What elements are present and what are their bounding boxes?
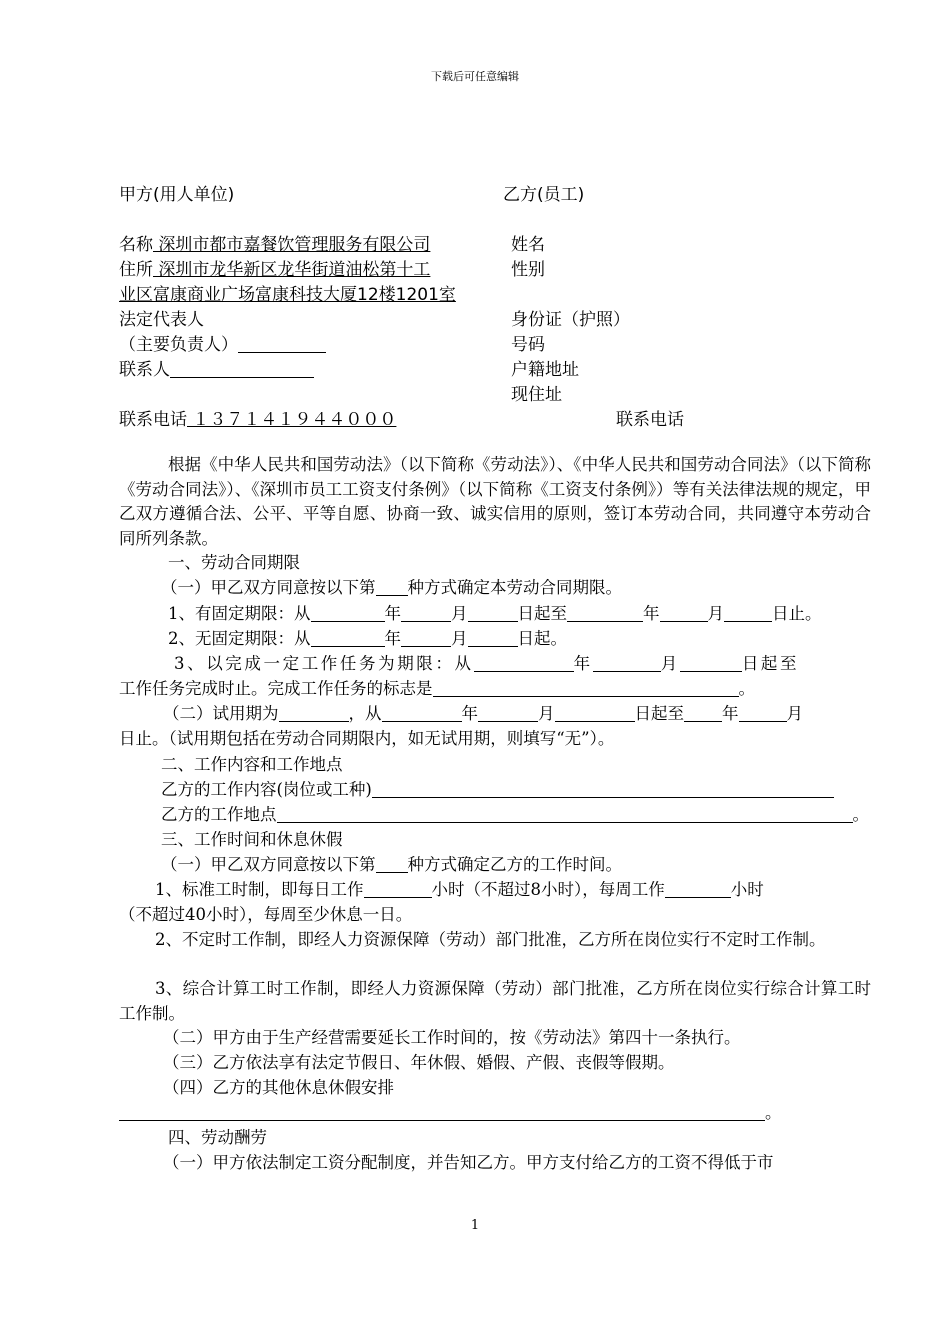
open-day-blank[interactable] bbox=[468, 630, 518, 648]
page-number: 1 bbox=[470, 1218, 480, 1233]
standard-hours-line: 1、标准工时制，即每日工作 小时（不超过8小时），每周工作 小时 bbox=[155, 880, 764, 899]
flexible-hours-paragraph: 2、不定时工作制，即经人力资源保障（劳动）部门批准，乙方所在岗位实行不定时工作制。 bbox=[155, 930, 826, 949]
intro-paragraph: 根据《中华人民共和国劳动法》（以下简称《劳动法》）、《中华人民共和国劳动合同法》（以下简称《劳动合同法》）、《深圳市员工工资支付条例》（以下简称《工资支付条例》）等有关法律法规的规定，甲乙双方遵循合法、公平、平等自愿、协商一致、诚实信用的原则，签订本劳动合同，共同遵守本劳动合同所列条款。 bbox=[119, 455, 871, 548]
task-month-blank[interactable] bbox=[593, 655, 661, 673]
fixed-from-month-blank[interactable] bbox=[401, 605, 451, 623]
other-leave-blank[interactable] bbox=[119, 1104, 765, 1122]
party-a-phone-line bbox=[119, 405, 396, 430]
party-a-address-line bbox=[119, 255, 430, 280]
name-label: 名称 bbox=[119, 235, 153, 255]
fixed-from-day-blank[interactable] bbox=[468, 605, 518, 623]
probation-line: （二）试用期为 ，从 年 月 日起至 年 月 bbox=[163, 704, 803, 723]
party-b-residence-label: 现住址 bbox=[511, 385, 562, 405]
task-day-blank[interactable] bbox=[680, 655, 742, 673]
fixed-to-year-blank[interactable] bbox=[567, 605, 643, 623]
daily-hours-blank[interactable] bbox=[364, 881, 432, 899]
principal-label: （主要负责人） bbox=[119, 335, 238, 355]
contact-blank[interactable] bbox=[170, 360, 314, 378]
company-name: 深圳市都市嘉餐饮管理服务有限公司 bbox=[153, 235, 431, 255]
section-4-title: 四、劳动酬劳 bbox=[168, 1128, 267, 1147]
task-complete-line: 工作任务完成时止。完成工作任务的标志是 。 bbox=[119, 679, 755, 698]
probation-from-year-blank[interactable] bbox=[382, 705, 462, 723]
weekly-hours-blank[interactable] bbox=[665, 881, 731, 899]
wage-line: （一）甲方依法制定工资分配制度，并告知乙方。甲方支付给乙方的工资不得低于市 bbox=[163, 1153, 774, 1172]
task-term-line: 3、以完成一定工作任务为期限：从 年 月 日起至 bbox=[174, 654, 800, 673]
method-blank[interactable] bbox=[376, 579, 408, 597]
party-b-name-label: 姓名 bbox=[511, 235, 545, 255]
probation-to-month-blank[interactable] bbox=[739, 705, 787, 723]
principal-blank[interactable] bbox=[238, 335, 326, 353]
address-label: 住所 bbox=[119, 260, 153, 280]
fixed-term-line: 1、有固定期限：从 年 月 日起至 年 月 日止。 bbox=[168, 604, 822, 623]
hours-method-blank[interactable] bbox=[376, 856, 408, 874]
party-b-gender-label: 性别 bbox=[511, 260, 545, 280]
work-place-blank[interactable] bbox=[277, 806, 853, 824]
principal-line bbox=[119, 330, 326, 355]
probation-from-month-blank[interactable] bbox=[478, 705, 538, 723]
legal-rep-label: 法定代表人 bbox=[119, 310, 204, 330]
fixed-to-month-blank[interactable] bbox=[660, 605, 708, 623]
probation-length-blank[interactable] bbox=[279, 705, 349, 723]
comprehensive-hours-paragraph: 3、综合计算工时工作制，即经人力资源保障（劳动）部门批准，乙方所在岗位实行综合计算工时工作制。 bbox=[119, 979, 871, 1023]
header-note: 下载后可任意编辑 bbox=[431, 70, 519, 83]
work-content-line: 乙方的工作内容(岗位或工种) bbox=[161, 778, 834, 803]
phone-label: 联系电话 bbox=[119, 410, 187, 430]
party-b-id-label: 身份证（护照） bbox=[511, 310, 630, 330]
section-1-method-line: （一）甲乙双方同意按以下第 种方式确定本劳动合同期限。 bbox=[161, 578, 622, 597]
probation-from-day-blank[interactable] bbox=[555, 705, 635, 723]
section-3-method-line: （一）甲乙双方同意按以下第 种方式确定乙方的工作时间。 bbox=[161, 855, 622, 874]
fixed-to-day-blank[interactable] bbox=[724, 605, 772, 623]
contact-line bbox=[119, 355, 314, 380]
overtime-line: （二）甲方由于生产经营需要延长工作时间的，按《劳动法》第四十一条执行。 bbox=[163, 1028, 741, 1047]
address-value-1: 深圳市龙华新区龙华街道油松第十工 bbox=[153, 260, 431, 280]
other-leave-line: （四）乙方的其他休息休假安排 bbox=[163, 1078, 394, 1097]
open-month-blank[interactable] bbox=[401, 630, 451, 648]
party-a-name-line bbox=[119, 230, 430, 255]
task-mark-blank[interactable] bbox=[433, 680, 739, 698]
probation-end-line: 日止。（试用期包括在劳动合同期限内，如无试用期，则填写“无”）。 bbox=[119, 729, 615, 748]
party-b-id-label-2: 号码 bbox=[511, 335, 545, 355]
open-year-blank[interactable] bbox=[311, 630, 385, 648]
other-leave-blank-line: 。 bbox=[119, 1101, 782, 1126]
contact-label: 联系人 bbox=[119, 360, 170, 380]
task-year-blank[interactable] bbox=[474, 655, 574, 673]
holiday-line: （三）乙方依法享有法定节假日、年休假、婚假、产假、丧假等假期。 bbox=[163, 1053, 675, 1072]
phone-value: １３７１４１９４４０００ bbox=[187, 410, 397, 430]
fixed-from-year-blank[interactable] bbox=[311, 605, 385, 623]
party-b-phone-label: 联系电话 bbox=[616, 410, 684, 430]
work-content-blank[interactable] bbox=[372, 781, 834, 799]
work-place-line: 乙方的工作地点 。 bbox=[161, 805, 869, 824]
party-b-heading: 乙方(员工) bbox=[503, 185, 585, 205]
standard-hours-cont: （不超过40小时），每周至少休息一日。 bbox=[119, 905, 413, 924]
party-b-domicile-label: 户籍地址 bbox=[511, 360, 579, 380]
open-term-line: 2、无固定期限：从 年 月 日起。 bbox=[168, 629, 567, 648]
section-3-title: 三、工作时间和休息休假 bbox=[161, 830, 343, 849]
section-2-title: 二、工作内容和工作地点 bbox=[161, 755, 343, 774]
section-1-title: 一、劳动合同期限 bbox=[168, 553, 300, 572]
party-a-heading: 甲方(用人单位) bbox=[119, 185, 235, 205]
address-value-2: 业区富康商业广场富康科技大厦12楼1201室 bbox=[119, 285, 456, 305]
probation-to-year-blank[interactable] bbox=[684, 705, 722, 723]
